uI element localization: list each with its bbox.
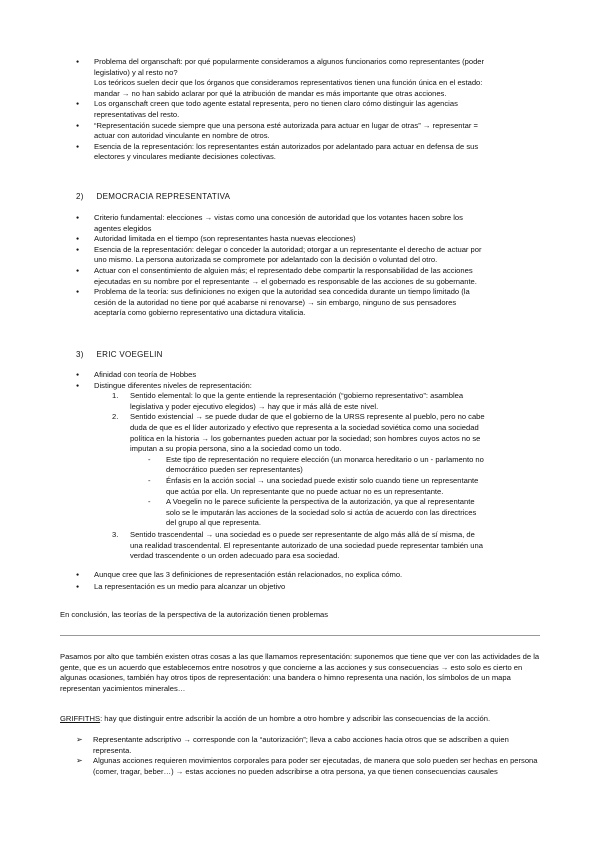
dash-text: A Voegelin no le parece suficiente la perspectiva de la autorización, ya que al representante solo se le imputarán las acciones de la sociedad solo si actúa de acuerdo con las directrices del grupo al que representa. bbox=[166, 497, 477, 528]
section-number: 2) bbox=[76, 192, 84, 201]
item-text: Sentido elemental: lo que la gente entiende la representación (“gobierno representativo”: asamblea legislativa y poder ejecutivo elegidos) → hay que ir más allá de este nivel. bbox=[130, 391, 464, 411]
arrow-bullet-icon: ➢ bbox=[76, 735, 83, 744]
voegelin-bullet-list bbox=[57, 370, 544, 391]
item-text: Sentido trascendental → una sociedad es o puede ser representante de algo más allá de sí misma, de una realidad trascendental. El representante autorizado de una sociedad puede representar también una verdad trascendente o un orden adecuado para esa sociedad. bbox=[130, 529, 483, 561]
numbered-item bbox=[0, 391, 488, 412]
dash-marker: - bbox=[148, 475, 151, 485]
representation-levels-list-cont bbox=[0, 530, 544, 562]
section-title: ERIC VOEGELIN bbox=[96, 350, 163, 359]
bullet-text: ● Esencia de la representación: los representantes están autorizados por adelantado para actuar en defensa de sus electores y vinculares mediante decisiones colectivas. bbox=[94, 141, 479, 162]
list-item: ● Aunque cree que las 3 definiciones de representación están relacionados, no explica cómo. bbox=[57, 570, 488, 581]
griffiths-text: : hay que distinguir entre adscribir la acción de un hombre a otro hombre y adscribir las consecuencias de la acción. bbox=[100, 714, 491, 723]
section-title: DEMOCRACIA REPRESENTATIVA bbox=[96, 192, 231, 201]
bullet-text: Los teóricos suelen decir que los órganos que consideramos representativos tienen una función única en el estado: mandar → no han sabido aclarar por qué la atribución de mandar es más importante que otras acciones. bbox=[94, 78, 483, 98]
numbered-item bbox=[0, 412, 488, 454]
dash-item bbox=[0, 476, 486, 497]
list-item: ● Esencia de la representación: delegar o conceder la autoridad; otorgar a un representante el derecho de actuar por uno mismo. La persona autorizada se compromete por adelantado con la decisión o voluntad del otro. bbox=[57, 245, 488, 266]
section-number: 3) bbox=[76, 350, 84, 359]
arrow-text: Algunas acciones requieren movimientos corporales para poder ser ejecutadas, de manera que solo pueden ser hechas en persona (comer, tragar, beber…) → estas acciones no pueden adscribirse a otra persona, ya que tienen consecuencias causales bbox=[93, 756, 538, 776]
item-number: 3. bbox=[112, 529, 119, 539]
organschaft-section bbox=[40, 57, 544, 163]
dash-text: Este tipo de representación no requiere elección (un monarca hereditario o un - parlamento no democrático pueden ser representantes) bbox=[166, 454, 484, 475]
section-heading-democracia bbox=[76, 192, 230, 201]
list-item bbox=[57, 57, 488, 99]
griffiths-section bbox=[60, 714, 544, 725]
list-item: ● Actuar con el consentimiento de alguien más; el representado debe compartir la responsabilidad de las acciones ejecutadas en su nombre por el representante → el gobernado es responsable de las acciones de su gobernante. bbox=[57, 266, 488, 287]
arrow-item bbox=[0, 756, 544, 777]
horizontal-divider bbox=[60, 635, 540, 636]
list-item: ● La representación es un medio para alcanzar un objetivo bbox=[57, 582, 488, 593]
existential-dash-list bbox=[0, 455, 544, 529]
dash-marker: - bbox=[148, 497, 151, 507]
list-item: ● Afinidad con teoría de Hobbes bbox=[57, 370, 488, 381]
organschaft-bullet-list bbox=[40, 57, 544, 163]
dash-text: Énfasis en la acción social → una sociedad puede existir solo cuando tiene un representante que actúa por ella. Un representante que no puede actuar no es un representante. bbox=[166, 475, 479, 496]
list-item bbox=[57, 121, 488, 142]
bullet-text: ● Los organschaft creen que todo agente estatal representa, pero no tienen claro cómo distinguir las agencias representativas del resto. bbox=[94, 99, 458, 119]
list-item: ● Problema de la teoría: sus definiciones no exigen que la autoridad sea concedida durante un tiempo limitado (la cesión de la autoridad no tiene por qué acabarse ni renovarse) → sin embargo, ninguno de sus pensadores aceptaría como gobierno representativo una dictadura vitalicia. bbox=[57, 287, 488, 319]
griffiths-arrow-section bbox=[0, 735, 600, 777]
list-item: ● Criterio fundamental: elecciones → vistas como una concesión de autoridad que los votantes hacen sobre los agentes elegidos bbox=[57, 213, 488, 234]
voegelin-section bbox=[57, 370, 544, 593]
list-item: ● Autoridad limitada en el tiempo (son representantes hasta nuevas elecciones) bbox=[57, 234, 488, 245]
numbered-item bbox=[0, 530, 488, 562]
item-number: 2. bbox=[112, 412, 119, 422]
democracia-bullet-list bbox=[57, 213, 544, 319]
dash-item bbox=[0, 497, 486, 529]
arrow-item bbox=[0, 735, 544, 756]
dash-item bbox=[0, 455, 486, 476]
conclusion-text: En conclusión, las teorías de la perspectiva de la autorización tienen problemas bbox=[60, 610, 329, 619]
section-heading-voegelin bbox=[76, 350, 163, 359]
arrow-bullet-icon: ➢ bbox=[76, 756, 83, 766]
item-text: Sentido existencial → se puede dudar de que el gobierno de la URSS represente al pueblo, pero no cabe duda de que es el líder autorizado y efectivo que representa a la sociedad soviética como una sociedad política en la historia → los gobernantes pueden actuar por la sociedad; son hombres cuyos actos no se imputan a su propia persona, sino a la sociedad como un todo. bbox=[130, 412, 485, 454]
voegelin-closing-bullets bbox=[57, 570, 544, 593]
representation-paragraph: Pasamos por alto que también existen otras cosas a las que llamamos representación: suponemos que tiene que ver con las actividades de la gente, que es un acuerdo que establecemos entre nosotros y que concierne a las acciones y sus consecuencias → esto solo es cierto en algunas ocasiones, también hay otros tipos de representación: una bandera o himno representa una nación, los símbolos de un mapa representan yacimientos minerales… bbox=[60, 652, 540, 693]
bullet-text: ● “Representación sucede siempre que una persona esté autorizada para actuar en lugar de otras” → representar = actuar con autoridad vinculante en nombre de otros. bbox=[94, 120, 478, 141]
list-item bbox=[57, 99, 488, 120]
arrow-text: Representante adscriptivo → corresponde con la “autorización”; lleva a cabo acciones hacia otros que se adscriben a quien representa. bbox=[93, 735, 509, 755]
griffiths-arrow-list bbox=[0, 735, 600, 777]
item-number: 1. bbox=[112, 391, 119, 401]
dash-marker: - bbox=[148, 454, 151, 464]
list-item bbox=[57, 142, 488, 163]
representation-levels-list bbox=[0, 391, 544, 455]
list-item: ● Distingue diferentes niveles de representación: bbox=[57, 381, 488, 392]
griffiths-label: GRIFFITHS bbox=[60, 714, 101, 723]
democracia-section bbox=[57, 213, 544, 319]
bullet-text: ● Problema del organschaft: por qué popularmente consideramos a algunos funcionarios como representantes (poder legislativo) y al resto no? bbox=[94, 57, 485, 77]
